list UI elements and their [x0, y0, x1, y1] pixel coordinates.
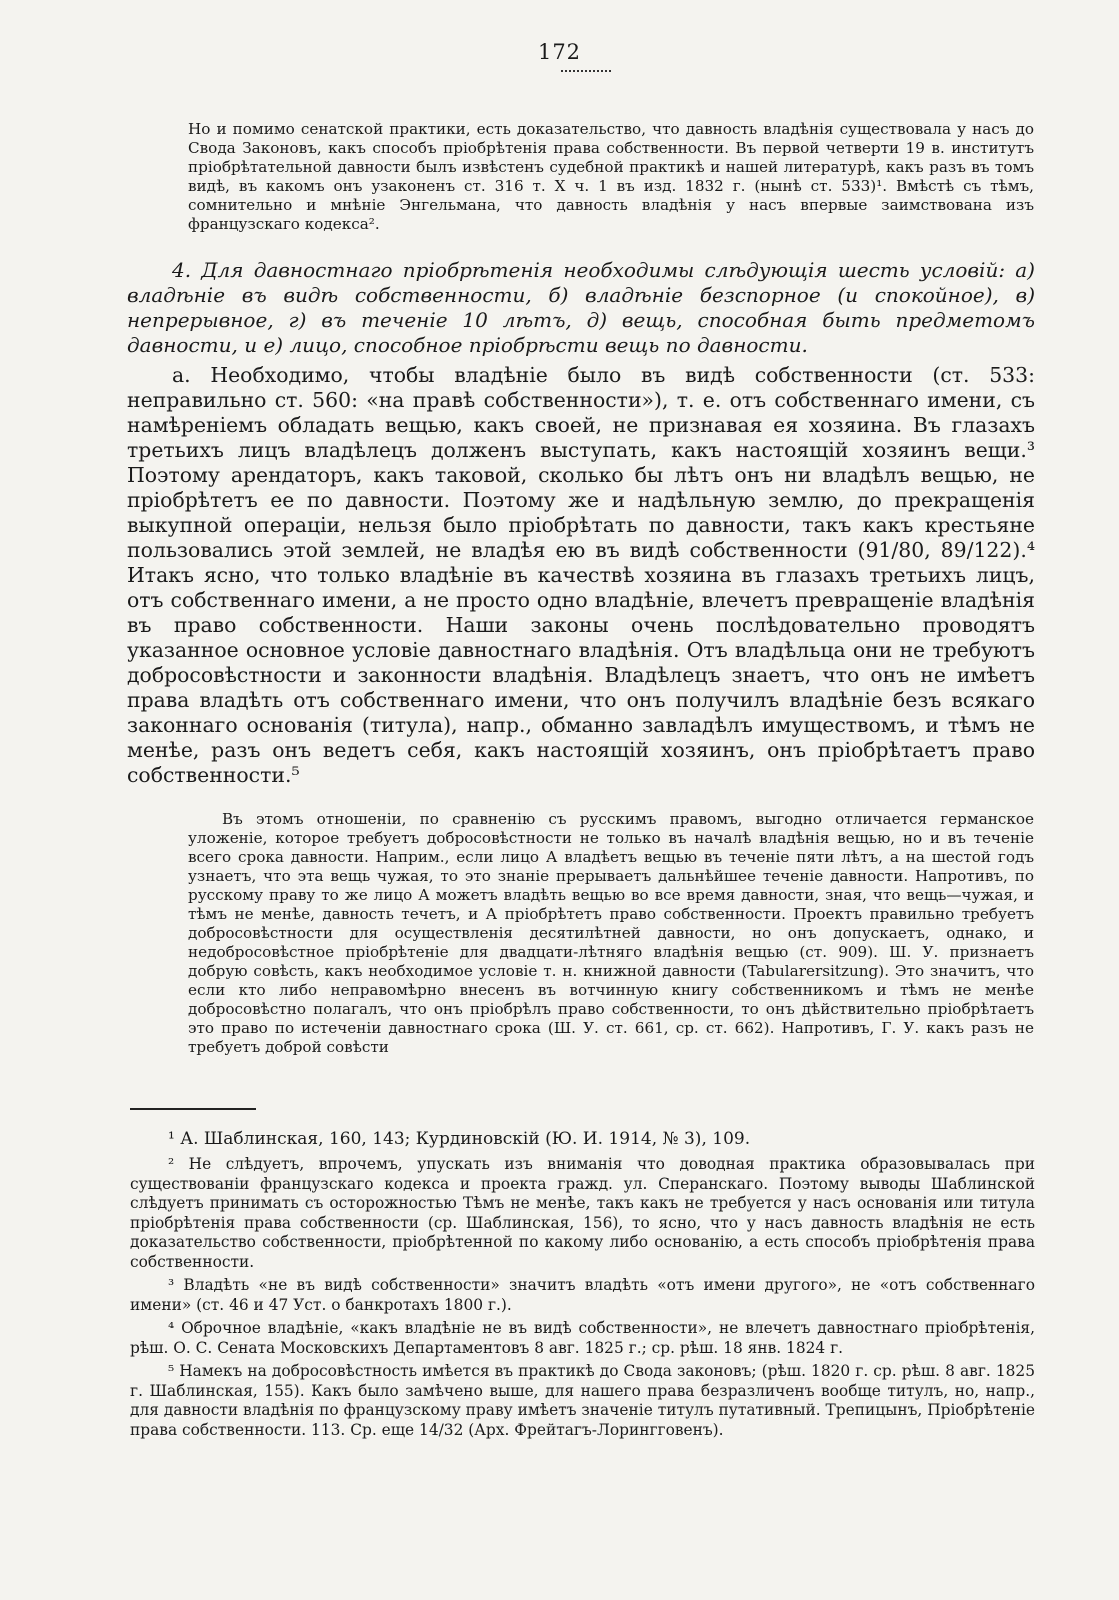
footnote-4: ⁴ Оброчное владѣніе, «какъ владѣніе не въ видѣ собственности», не влечетъ давностнаго пріобрѣтенія, рѣш. О. С. Сената Московскихъ Департаментовъ 8 авг. 1825 г.; ср. рѣш. 18 янв. 1824 г.	[130, 1319, 1035, 1357]
page-number-underline	[561, 70, 611, 72]
intro-paragraph: Но и помимо сенатской практики, есть доказательство, что давность владѣнія существовала у насъ до Свода Законовъ, какъ способъ пріобрѣтенія права собственности. Въ первой четверти 19 в. институтъ пріобрѣтательной давности былъ извѣстенъ судебной практикѣ и нашей литературѣ, какъ разъ въ томъ видѣ, въ какомъ онъ узаконенъ ст. 316 т. Х ч. 1 въ изд. 1832 г. (нынѣ ст. 533)¹. Вмѣстѣ съ тѣмъ, сомнительно и мнѣніе Энгельмана, что давность владѣнія у насъ впервые заимствована изъ французскаго кодекса².	[188, 120, 1034, 234]
footnotes	[130, 1128, 1035, 1444]
page-number: 172	[537, 40, 582, 64]
footnote-2: ² Не слѣдуетъ, впрочемъ, упускать изъ вниманія что доводная практика образовывалась при существованіи французскаго кодекса и проекта гражд. ул. Сперанскаго. Поэтому выводы Шаблинской слѣдуетъ принимать съ осторожностью Тѣмъ не менѣе, такъ какъ не требуется у насъ основанія или титула пріобрѣтенія права собственности (ср. Шаблинская, 156), то ясно, что у насъ давность владѣнія не есть доказательство собственности, пріобрѣтенной по какому либо основанію, а есть способъ пріобрѣтенія права собственности.	[130, 1155, 1035, 1271]
footnote-3: ³ Владѣть «не въ видѣ собственности» значитъ владѣть «отъ имени другого», не «отъ собственнаго имени» (ст. 46 и 47 Уст. о банкротахъ 1800 г.).	[130, 1276, 1035, 1314]
footnote-divider	[130, 1108, 256, 1110]
conditions-paragraph: 4. Для давностнаго пріобрѣтенія необходимы слѣдующія шесть условій: а) владѣніе въ видѣ собственности, б) владѣніе безспорное (и спокойное), в) непрерывное, г) въ теченіе 10 лѣтъ, д) вещь, способная быть предметомъ давности, и е) лицо, способное пріобрѣсти вещь по давности.	[127, 258, 1035, 357]
footnote-5: ⁵ Намекъ на добросовѣстность имѣется въ практикѣ до Свода законовъ; (рѣш. 1820 г. ср. рѣш. 8 авг. 1825 г. Шаблинская, 155). Какъ было замѣчено выше, для нашего права безразличенъ вообще титулъ, но, напр., для давности владѣнія по французскому праву имѣетъ значеніе титулъ путативный. Трепицынъ, Пріобрѣтеніе права собственности. 113. Ср. еще 14/32 (Арх. Фрейтагъ-Лорингговенъ).	[130, 1362, 1035, 1439]
comparison-paragraph: Въ этомъ отношеніи, по сравненію съ русскимъ правомъ, выгодно отличается германское уложеніе, которое требуетъ добросовѣстности не только въ началѣ владѣнія вещью, но и въ теченіе всего срока давности. Наприм., если лицо А владѣетъ вещью въ теченіе пяти лѣтъ, а на шестой годъ узнаетъ, что эта вещь чужая, то это знаніе прерываетъ дальнѣйшее теченіе давности. Напротивъ, по русскому праву то же лицо А можетъ владѣть вещью во все время давности, зная, что вещь—чужая, и тѣмъ не менѣе, давность течетъ, и А пріобрѣтетъ право собственности. Проектъ правильно требуетъ добросовѣстности для осуществленія десятилѣтней давности, но онъ допускаетъ, однако, и недобросовѣстное пріобрѣтеніе для двадцати-лѣтняго владѣнія вещью (ст. 909). Ш. У. признаетъ добрую совѣсть, какъ необходимое условіе т. н. книжной давности (Tabularersitzung). Это значитъ, что если кто либо неправомѣрно внесенъ въ вотчинную книгу собственникомъ и тѣмъ не менѣе добросовѣстно полагалъ, что онъ пріобрѣлъ право собственности, то онъ дѣйствительно пріобрѣтаетъ это право по истеченіи давностнаго срока (Ш. У. ст. 661, ср. ст. 662). Напротивъ, Г. У. какъ разъ не требуетъ доброй совѣсти	[188, 810, 1034, 1057]
footnote-1: ¹ А. Шаблинская, 160, 143; Курдиновскій (Ю. И. 1914, № 3), 109.	[168, 1129, 751, 1149]
section-a-paragraph: а. Необходимо, чтобы владѣніе было въ видѣ собственности (ст. 533: неправильно ст. 560: «на правѣ собственности»), т. е. отъ собственнаго имени, съ намѣреніемъ обладать вещью, какъ своей, не признавая ея хозяина. Въ глазахъ третьихъ лицъ владѣлецъ долженъ выступать, какъ настоящій хозяинъ вещи.³ Поэтому арендаторъ, какъ таковой, сколько бы лѣтъ онъ ни владѣлъ вещью, не пріобрѣтетъ ее по давности. Поэтому же и надѣльную землю, до прекращенія выкупной операціи, нельзя было пріобрѣтать по давности, такъ какъ крестьяне пользовались этой землей, не владѣя ею въ видѣ собственности (91/80, 89/122).⁴ Итакъ ясно, что только владѣніе въ качествѣ хозяина въ глазахъ третьихъ лицъ, отъ собственнаго имени, а не просто одно владѣніе, влечетъ превращеніе владѣнія въ право собственности. Наши законы очень послѣдовательно проводятъ указанное основное условіе давностнаго владѣнія. Отъ владѣльца они не требуютъ добросовѣстности и законности владѣнія. Владѣлецъ знаетъ, что онъ не имѣетъ права владѣть отъ собственнаго имени, что онъ получилъ владѣніе безъ всякаго законнаго основанія (титула), напр., обманно завладѣлъ имуществомъ, и тѣмъ не менѣе, разъ онъ ведетъ себя, какъ настоящій хозяинъ, онъ пріобрѣтаетъ право собственности.⁵	[127, 363, 1035, 788]
